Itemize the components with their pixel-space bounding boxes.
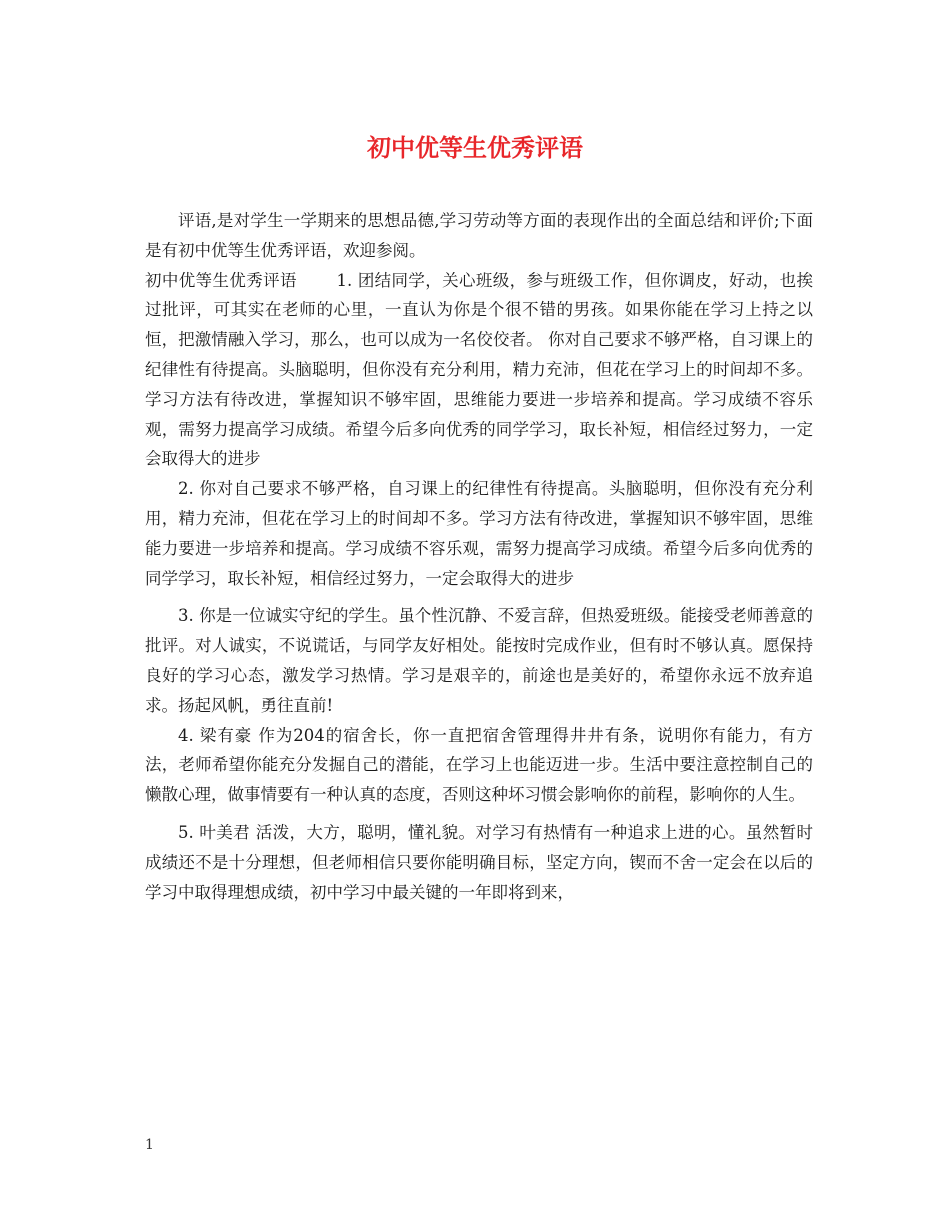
document-body [145, 206, 813, 907]
comment-paragraph-2: 2. 你对自己要求不够严格，自习课上的纪律性有待提高。头脑聪明，但你没有充分利用，精力充沛，但花在学习上的时间却不多。学习方法有待改进，掌握知识不够牢固，思维能力要进一步培养和提高。学习成绩不容乐观，需努力提高学习成绩。希望今后多向优秀的同学学习，取长补短，相信经过努力，一定会取得大的进步 [145, 479, 813, 588]
comment-paragraph-1 [145, 266, 813, 475]
comment-paragraph-4: 4. 梁有豪 作为204的宿舍长，你一直把宿舍管理得井井有条，说明你有能力，有方法，老师希望你能充分发掘自己的潜能，在学习上也能迈进一步。生活中要注意控制自己的懒散心理，做事情要有一种认真的态度，否则这种坏习惯会影响你的前程，影响你的人生。 [145, 725, 813, 805]
intro-paragraph: 评语,是对学生一学期来的思想品德,学习劳动等方面的表现作出的全面总结和评价;下面是有初中优等生优秀评语，欢迎参阅。 [145, 211, 813, 260]
document-title: 初中优等生优秀评语 [367, 133, 583, 162]
comment-text-1: 1. 团结同学，关心班级，参与班级工作，但你调皮，好动，也挨过批评，可其实在老师的心里，一直认为你是个很不错的男孩。如果你能在学习上持之以恒，把激情融入学习，那么，也可以成为一名佼佼者。 你对自己要求不够严格，自习课上的纪律性有待提高。头脑聪明，但你没有充分利用，精力充沛，但花在学习上的时间却不多。学习方法有待改进，掌握知识不够牢固，思维能力要进一步培养和提高。学习成绩不容乐观，需努力提高学习成绩。希望今后多向优秀的同学学习，取长补短，相信经过努力，一定会取得大的进步 [145, 270, 813, 469]
page-number: 1 [145, 1137, 154, 1153]
section-label: 初中优等生优秀评语 [145, 270, 297, 290]
comment-paragraph-3: 3. 你是一位诚实守纪的学生。虽个性沉静、不爱言辞，但热爱班级。能接受老师善意的批评。对人诚实，不说谎话，与同学友好相处。能按时完成作业，但有时不够认真。愿保持良好的学习心态，激发学习热情。学习是艰辛的，前途也是美好的，希望你永远不放弃追求。扬起风帆，勇往直前! [145, 606, 813, 715]
comment-paragraph-5: 5. 叶美君 活泼，大方，聪明，懂礼貌。对学习有热情有一种追求上进的心。虽然暂时成绩还不是十分理想，但老师相信只要你能明确目标，坚定方向，锲而不舍一定会在以后的学习中取得理想成绩，初中学习中最关键的一年即将到来， [145, 822, 813, 902]
